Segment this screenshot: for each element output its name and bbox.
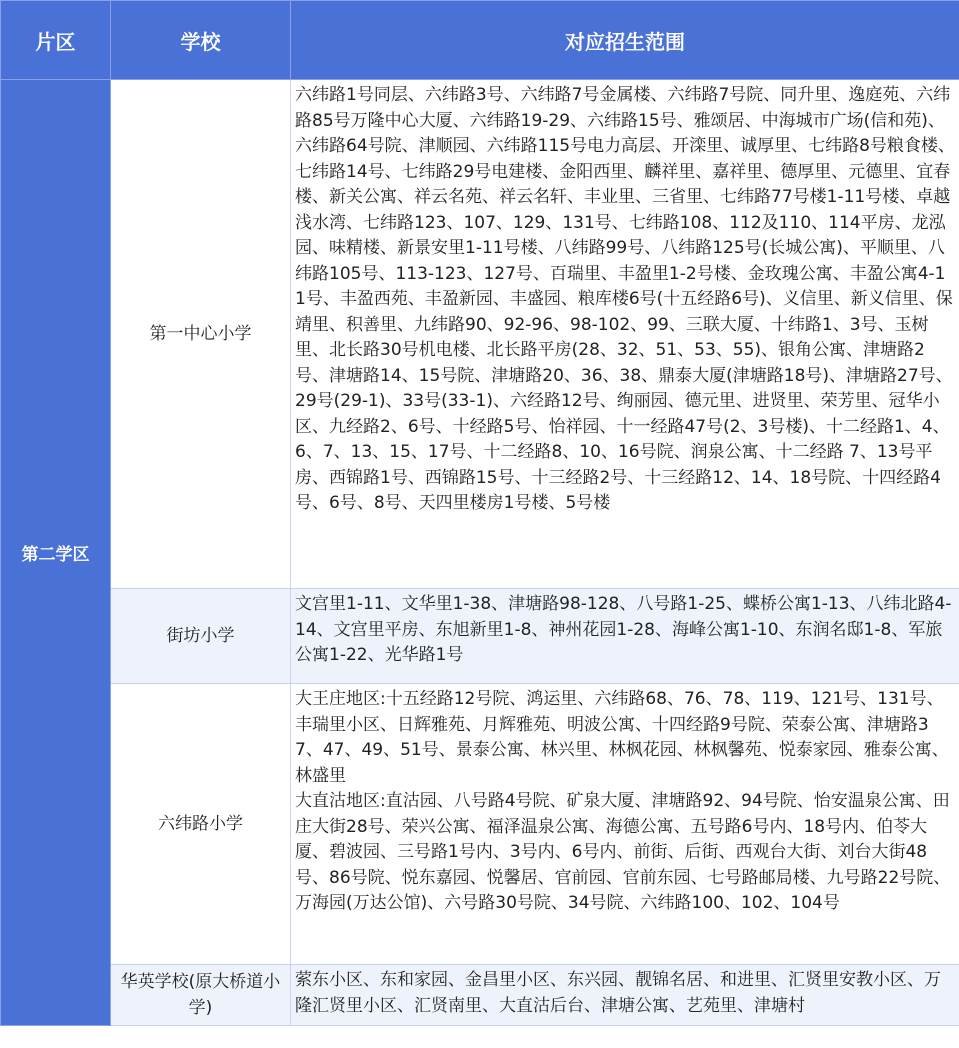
range-text bbox=[291, 965, 959, 1026]
header-district: 片区 bbox=[1, 1, 111, 80]
range-paragraph: 大王庄地区:十五经路12号院、鸿运里、六纬路68、76、78、119、121号、131号、丰瑞里小区、日辉雅苑、月辉雅苑、明波公寓、十四经路9号院、荣泰公寓、津塘路37、47、49、51号、景泰公寓、林兴里、林枫花园、林枫馨苑、悦泰家园、雅泰公寓、林盛里 bbox=[295, 689, 949, 786]
header-school: 学校 bbox=[111, 1, 291, 80]
range-text bbox=[291, 80, 959, 589]
table-row-school-4 bbox=[1, 965, 959, 1026]
school-name: 街坊小学 bbox=[111, 589, 291, 684]
school-name: 六纬路小学 bbox=[111, 684, 291, 965]
range-text bbox=[291, 589, 959, 684]
table-row-school-1 bbox=[1, 80, 959, 589]
header-row bbox=[1, 1, 959, 80]
range-paragraph: 六纬路1号同层、六纬路3号、六纬路7号金属楼、六纬路7号院、同升里、逸庭苑、六纬路85号万隆中心大厦、六纬路19-29、六纬路15号、雅颂居、中海城市广场(信和苑)、六纬路64号院、津顺园、六纬路115号电力高层、开滦里、诚厚里、七纬路8号粮食楼、七纬路14号、七纬路29号电建楼、金阳西里、麟祥里、嘉祥里、德厚里、元德里、宜春楼、新关公寓、祥云名苑、祥云名轩、丰业里、三省里、七纬路77号楼1-11号楼、卓越浅水湾、七纬路123、107、129、131号、七纬路108、112及110、114平房、龙泓园、味精楼、新景安里1-11号楼、八纬路99号、八纬路125号(长城公寓)、平顺里、八纬路105号、113-123、127号、百瑞里、丰盈里1-2号楼、金玫瑰公寓、丰盈公寓4-11号、丰盈西苑、丰盈新园、丰盛园、粮库楼6号(十五经路6号)、义信里、新义信里、保靖里、积善里、九纬路90、92-96、98-102、99、三联大厦、十纬路1、3号、玉树里、北长路30号机电楼、北长路平房(28、32、51、53、55)、银角公寓、津塘路2号、津塘路14、15号院、津塘路20、36、38、鼎泰大厦(津塘路18号)、津塘路27号、29号(29-1)、33号(33-1)、六经路12号、绚丽园、德元里、进贤里、荣芳里、冠华小区、九经路2、6号、十经路5号、怡祥园、十一经路47号(2、3号楼)、十二经路1、4、6、7、13、15、17号、十二经路8、10、16号院、润泉公寓、十二经路 7、13号平房、西锦路1号、西锦路15号、十三经路2号、十三经路12、14、18号院、十四经路4号、6号、8号、天四里楼房1号楼、5号楼 bbox=[295, 85, 955, 513]
range-paragraph: 大直沽地区:直沽园、八号路4号院、矿泉大厦、津塘路92、94号院、怡安温泉公寓、田庄大街28号、荣兴公寓、福泽温泉公寓、海德公寓、五号路6号内、18号内、伯苓大厦、碧波园、三号路1号内、3号内、6号内、前街、后街、西观台大街、刘台大街48号、86号院、悦东嘉园、悦馨居、官前园、官前东园、七号路邮局楼、九号路22号院、万海园(万达公馆)、六号路30号院、34号院、六纬路100、102、104号 bbox=[295, 791, 951, 913]
school-name: 华英学校(原大桥道小学) bbox=[111, 965, 291, 1026]
range-paragraph: 萦东小区、东和家园、金昌里小区、东兴园、靓锦名居、和进里、汇贤里安教小区、万隆汇贤里小区、汇贤南里、大直沽后台、津塘公寓、艺苑里、津塘村 bbox=[295, 970, 941, 1016]
district-cell: 第二学区 bbox=[1, 80, 111, 1026]
table-row-school-2 bbox=[1, 589, 959, 684]
table-row-school-3 bbox=[1, 684, 959, 965]
header-range: 对应招生范围 bbox=[291, 1, 959, 80]
range-paragraph: 文宫里1-11、文华里1-38、津塘路98-128、八号路1-25、蝶桥公寓1-13、八纬北路4-14、文宫里平房、东旭新里1-8、神州花园1-28、海峰公寓1-10、东润名邸1-8、军旅公寓1-22、光华路1号 bbox=[295, 594, 952, 665]
school-name: 第一中心小学 bbox=[111, 80, 291, 589]
range-text bbox=[291, 684, 959, 965]
